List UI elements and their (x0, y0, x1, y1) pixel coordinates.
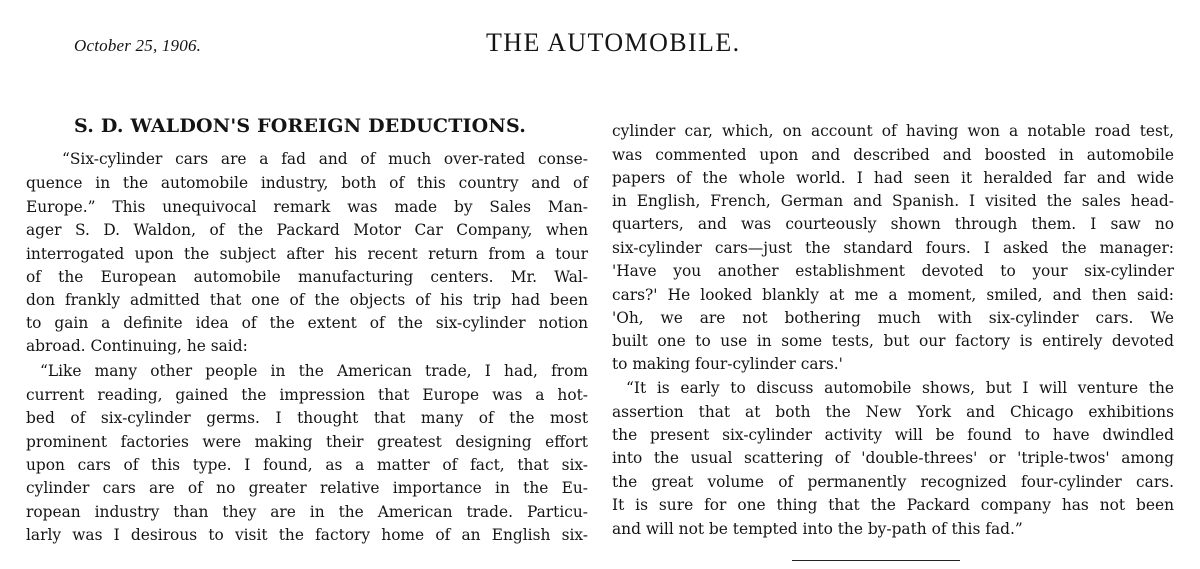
text-line: of the European automobile manufacturing centers. Mr. Wal- (26, 268, 588, 286)
text-line: and will not be tempted into the by-path of this fad.” (612, 520, 1023, 538)
text-line: “It is early to discuss automobile shows, but I will venture the (626, 379, 1174, 397)
text-line: 'Oh, we are not bothering much with six-cylinder cars. We (612, 309, 1174, 327)
text-line: to making four-cylinder cars.' (612, 355, 843, 373)
text-line: current reading, gained the impression that Europe was a hot- (26, 386, 588, 404)
text-line: ropean industry than they are in the American trade. Particu- (26, 503, 588, 521)
text-line: assertion that at both the New York and Chicago exhibitions (612, 403, 1174, 421)
text-line: in English, French, German and Spanish. I visited the sales head- (612, 192, 1174, 210)
text-line: papers of the whole world. I had seen it heralded far and wide (612, 169, 1174, 187)
text-line: built one to use in some tests, but our factory is entirely devoted (612, 332, 1174, 350)
article-headline: S. D. WALDON'S FOREIGN DEDUCTIONS. (74, 115, 527, 137)
text-line: was commented upon and described and boosted in automobile (612, 146, 1174, 164)
text-line: larly was I desirous to visit the factory home of an English six- (26, 526, 588, 544)
text-line: prominent factories were making their greatest designing effort (26, 433, 588, 451)
text-line: cars?' He looked blankly at me a moment, smiled, and then said: (612, 286, 1174, 304)
text-line: Europe.” This unequivocal remark was made by Sales Man- (26, 198, 588, 216)
text-line: to gain a definite idea of the extent of the six-cylinder notion (26, 314, 588, 332)
text-line: into the usual scattering of 'double-threes' or 'triple-twos' among (612, 449, 1174, 467)
text-line: bed of six-cylinder germs. I thought that many of the most (26, 409, 588, 427)
publication-title: THE AUTOMOBILE. (486, 28, 741, 57)
text-line: interrogated upon the subject after his recent return from a tour (26, 245, 588, 263)
text-line: “Six-cylinder cars are a fad and of much over-rated conse- (62, 150, 588, 168)
text-line: It is sure for one thing that the Packard company has not been (612, 496, 1174, 514)
text-line: the great volume of permanently recognized four-cylinder cars. (612, 473, 1174, 491)
text-line: quarters, and was courteously shown through them. I saw no (612, 215, 1174, 233)
text-line: upon cars of this type. I found, as a matter of fact, that six- (26, 456, 588, 474)
text-line: 'Have you another establishment devoted to your six-cylinder (612, 262, 1174, 280)
text-line: abroad. Continuing, he said: (26, 337, 248, 355)
text-line: six-cylinder cars—just the standard fours. I asked the manager: (612, 239, 1174, 257)
issue-date: October 25, 1906. (74, 36, 202, 55)
text-line: cylinder cars are of no greater relative importance in the Eu- (26, 479, 588, 497)
text-line: ager S. D. Waldon, of the Packard Motor Car Company, when (26, 221, 588, 239)
text-line: don frankly admitted that one of the objects of his trip had been (26, 291, 588, 309)
text-line: the present six-cylinder activity will be found to have dwindled (612, 426, 1174, 444)
text-line: cylinder car, which, on account of having won a notable road test, (612, 122, 1174, 140)
article-end-rule (792, 560, 960, 561)
text-line: “Like many other people in the American trade, I had, from (40, 362, 588, 380)
text-line: quence in the automobile industry, both of this country and of (26, 174, 588, 192)
